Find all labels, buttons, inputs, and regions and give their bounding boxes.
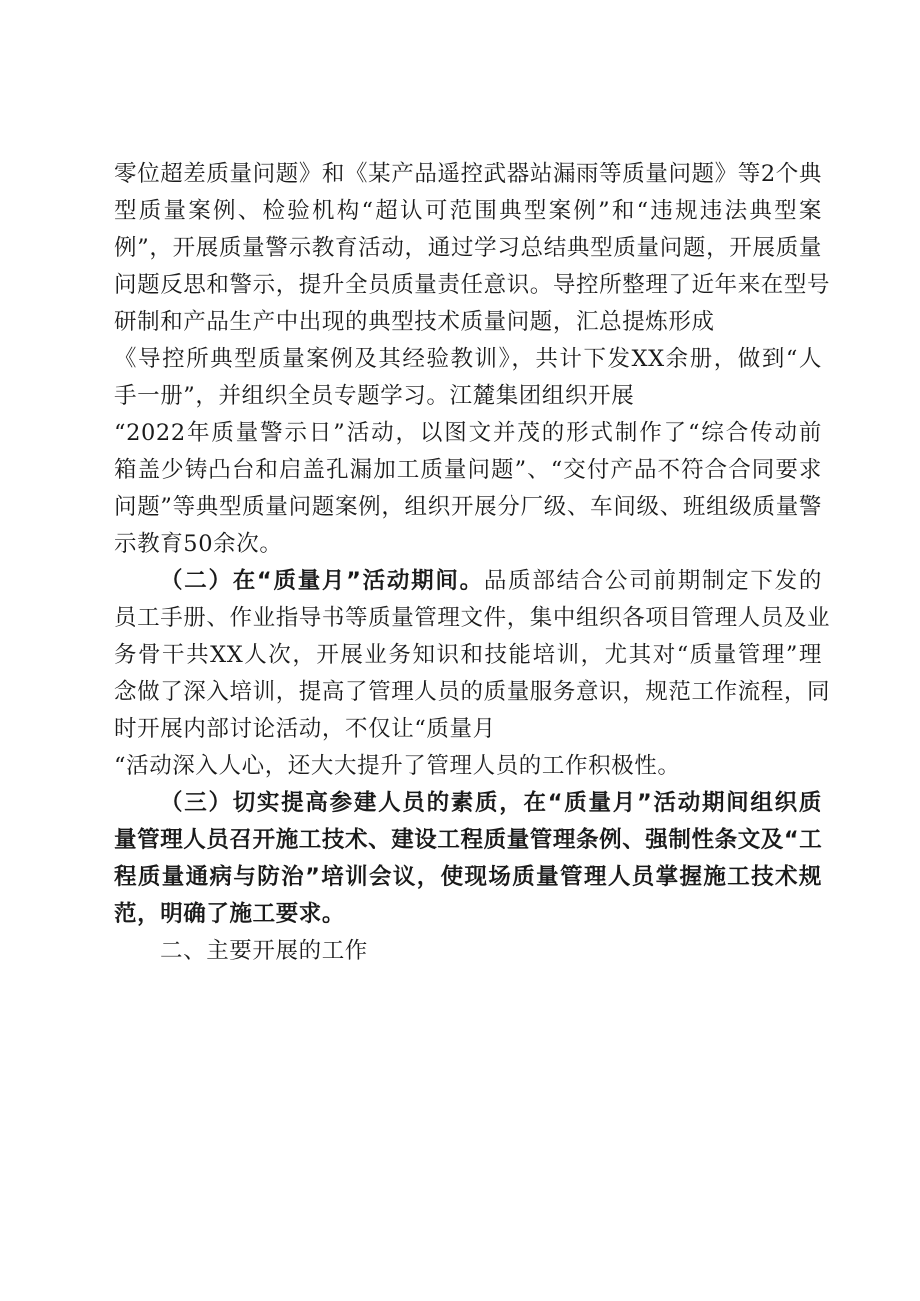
text-line: “活动深入人心，还大大提升了管理人员的工作积极性。 — [114, 753, 681, 779]
text-line: “2022年质量警示日”活动，以图文并茂的形式制作了“综合传动前 — [114, 420, 822, 446]
text-line: 示教育50余次。 — [114, 531, 283, 557]
text-line: 量管理人员召开施工技术、建设工程质量管理条例、强制性条文及“工 — [114, 827, 823, 853]
text-line: 例”，开展质量警示教育活动，通过学习总结典型质量问题，开展质量 — [114, 235, 822, 261]
text-line: 务骨干共XX人次，开展业务知识和技能培训，尤其对“质量管理”理 — [114, 642, 822, 668]
text-line: 箱盖少铸凸台和启盖孔漏加工质量问题”、“交付产品不符合合同要求 — [114, 457, 822, 483]
text-line: 员工手册、作业指导书等质量管理文件，集中组织各项目管理人员及业 — [114, 605, 831, 631]
text-line: 问题反思和警示，提升全员质量责任意识。导控所整理了近年来在型号 — [114, 272, 831, 298]
text-line: 手一册”，并组织全员专题学习。江麓集团组织开展 — [114, 383, 635, 409]
text-line: （三）切实提高参建人员的素质，在“质量月”活动期间组织质 — [160, 790, 822, 816]
paragraph-2-first-line-text: 品质部结合公司前期制定下发的 — [483, 568, 822, 594]
text-line: 问题”等典型质量问题案例，组织开展分厂级、车间级、班组级质量警 — [114, 494, 822, 520]
section-heading: 二、主要开展的工作 — [160, 938, 368, 964]
text-line: 念做了深入培训，提高了管理人员的质量服务意识，规范工作流程，同 — [114, 679, 831, 705]
text-line: 时开展内部讨论活动，不仅让“质量月 — [114, 716, 496, 742]
text-line: 《导控所典型质量案例及其经验教训》，共计下发XX余册，做到“人 — [114, 346, 822, 372]
text-line: 程质量通病与防治”培训会议，使现场质量管理人员掌握施工技术规 — [114, 864, 822, 890]
text-line-first — [160, 564, 822, 598]
text-line: 范，明确了施工要求。 — [114, 901, 346, 927]
paragraph-2-lead-heading: （二）在“质量月”活动期间。 — [160, 568, 484, 594]
text-line: 研制和产品生产中出现的典型技术质量问题，汇总提炼形成 — [114, 309, 715, 335]
text-line: 型质量案例、检验机构“超认可范围典型案例”和“违规违法典型案 — [114, 198, 822, 224]
text-line: 零位超差质量问题》和《某产品遥控武器站漏雨等质量问题》等2个典 — [114, 161, 822, 187]
